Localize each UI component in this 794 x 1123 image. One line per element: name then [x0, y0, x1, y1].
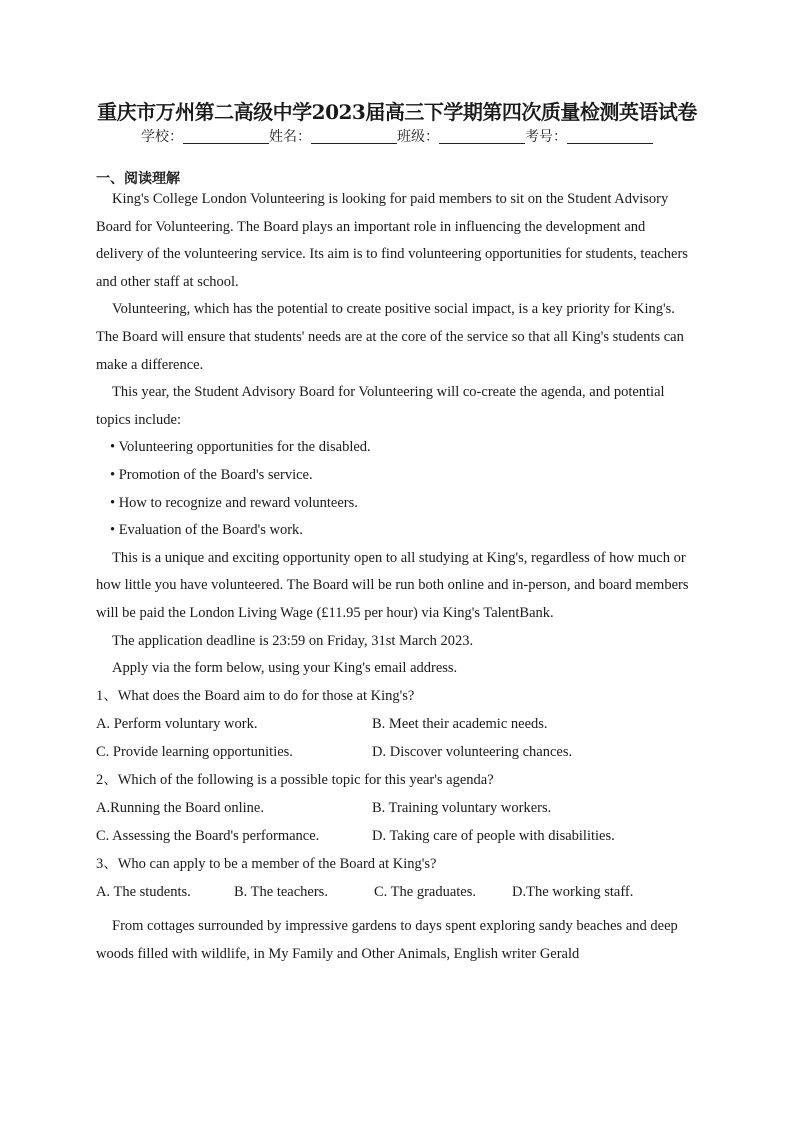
class-label: 班级：: [397, 129, 439, 145]
page-title: 重庆市万州第二高级中学2023届高三下学期第四次质量检测英语试卷: [97, 100, 697, 124]
option-b[interactable]: B. Training voluntary workers.: [372, 800, 552, 817]
name-label: 姓名：: [269, 129, 311, 145]
school-blank[interactable]: [183, 129, 269, 144]
name-blank[interactable]: [311, 129, 397, 144]
option-a[interactable]: A. Perform voluntary work.: [96, 715, 258, 732]
option-a[interactable]: A. The students.: [96, 884, 191, 901]
school-label: 学校：: [141, 129, 183, 145]
passage1-paragraph-3: This year, the Student Advisory Board for Volunteering will co-create the agenda, and potential topics include:: [96, 384, 665, 428]
question-1-options: [96, 739, 696, 767]
option-c[interactable]: C. Assessing the Board's performance.: [96, 828, 320, 845]
question-1-options: [96, 710, 696, 738]
section-heading: 一、阅读理解: [96, 171, 180, 187]
option-b[interactable]: B. Meet their academic needs.: [372, 715, 548, 732]
question-3-options: [96, 879, 696, 907]
topic-bullet: • Promotion of the Board's service.: [110, 466, 313, 483]
option-d[interactable]: D. Discover volunteering chances.: [372, 744, 573, 761]
student-info-line: [0, 126, 794, 146]
option-c[interactable]: C. Provide learning opportunities.: [96, 744, 293, 761]
option-d[interactable]: D. Taking care of people with disabilities.: [372, 828, 615, 845]
passage1-paragraph-1: King's College London Volunteering is looking for paid members to sit on the Student Advisory Board for Volunteering. The Board plays an important role in influencing the development and delivery of the volunteering service. Its aim is to find volunteering opportunities for students, teachers and other staff at school.: [96, 191, 688, 290]
class-blank[interactable]: [439, 129, 525, 144]
topic-bullet: • Volunteering opportunities for the disabled.: [110, 439, 371, 456]
question-2-options: [96, 795, 696, 823]
question-3-stem: 3、Who can apply to be a member of the Board at King's?: [96, 856, 437, 873]
passage1-paragraph-5: The application deadline is 23:59 on Friday, 31st March 2023.: [112, 632, 474, 649]
option-a[interactable]: A.Running the Board online.: [96, 800, 264, 817]
number-label: 考号：: [525, 129, 567, 145]
option-b[interactable]: B. The teachers.: [234, 884, 328, 901]
passage1-paragraph-2: Volunteering, which has the potential to create positive social impact, is a key priority for King's. The Board will ensure that students' needs are at the core of the service so that all King's students can make a difference.: [96, 301, 684, 373]
topic-bullet: • Evaluation of the Board's work.: [110, 522, 303, 539]
passage1-paragraph-6: Apply via the form below, using your King's email address.: [112, 660, 458, 677]
question-2-options: [96, 823, 696, 851]
number-blank[interactable]: [567, 129, 653, 144]
document-body: [96, 186, 696, 969]
passage2-paragraph-1: From cottages surrounded by impressive gardens to days spent exploring sandy beaches and deep woods filled with wildlife, in My Family and Other Animals, English writer Gerald: [96, 918, 678, 963]
topic-bullet: • How to recognize and reward volunteers.: [110, 494, 358, 511]
question-2-stem: 2、Which of the following is a possible topic for this year's agenda?: [96, 772, 494, 789]
passage1-paragraph-4: This is a unique and exciting opportunity open to all studying at King's, regardless of how much or how little you have volunteered. The Board will be run both online and in-person, and board members will be paid the London Living Wage (£11.95 per hour) via King's TalentBank.: [96, 549, 689, 621]
option-d[interactable]: D.The working staff.: [512, 884, 634, 901]
option-c[interactable]: C. The graduates.: [374, 884, 477, 901]
question-1-stem: 1、What does the Board aim to do for those at King's?: [96, 687, 415, 704]
